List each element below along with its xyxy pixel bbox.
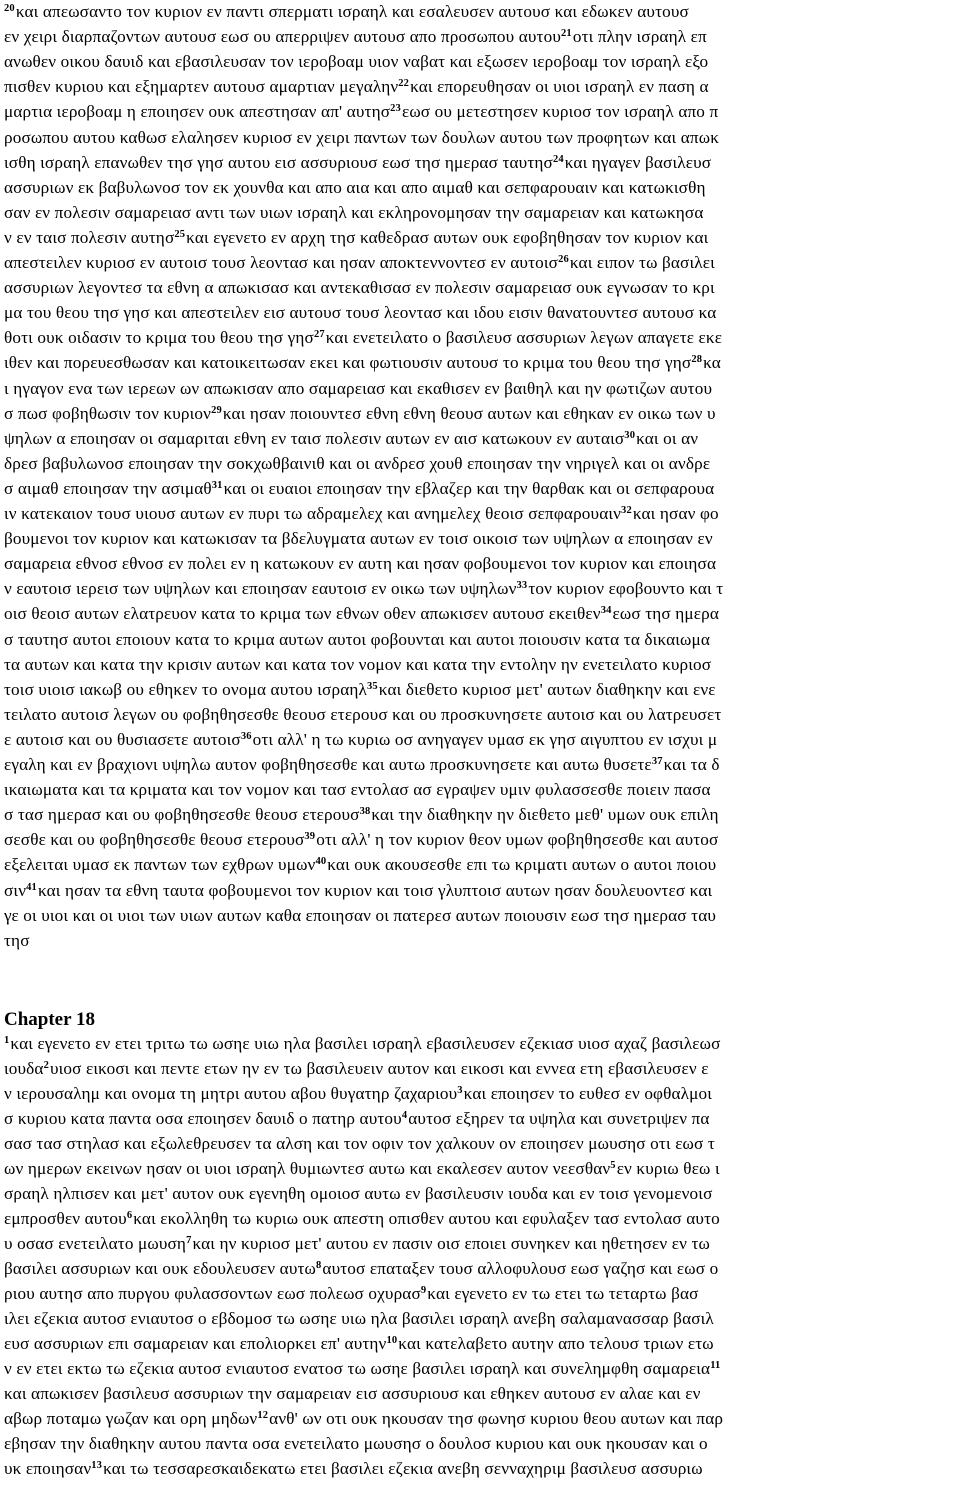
verse-text: εωσ τησ ημερα xyxy=(612,604,720,624)
verse-text: σραηλ ηλπισεν και μετ' αυτον ουκ εγενηθη ομοιοσ αυτω εν βασιλευσιν ιουδα και εν τοισ γενομενοισ xyxy=(4,1184,713,1203)
text-line xyxy=(4,1059,960,1079)
text-line xyxy=(4,1084,960,1104)
verse-text: και ησαν ποιουντεσ εθνη εθνη θεουσ αυτων και εθηκαν εν οικω των υ xyxy=(222,403,716,423)
verse-number: 33 xyxy=(516,580,528,592)
text-line xyxy=(4,203,960,223)
verse-text: υ οσασ ενετειλατο μωυση xyxy=(4,1234,187,1253)
chapter-heading: Chapter 18 xyxy=(4,1009,95,1030)
text-line xyxy=(4,1334,960,1354)
verse-text: και ειπον τω βασιλει xyxy=(569,253,715,272)
verse-text: βασιλει ασσυριων και ουκ εδουλευσεν αυτω xyxy=(4,1259,317,1278)
verse-text: και εκολληθη τω κυριω ουκ απεστη οπισθεν αυτου και εφυλαξεν τασ εντολασ αυτο xyxy=(133,1209,720,1228)
verse-text: ισθη ισραηλ επανωθεν τησ γησ αυτου εισ ασσυριουσ εωσ τησ ημερασ ταυτησ xyxy=(4,152,553,172)
verse-text: ασσυριων εκ βαβυλωνοσ τον εκ χουνθα και απο αια και απο αιμαθ και σεπφαρουαιν και κατωκισθη xyxy=(4,177,706,197)
verse-text: σαν εν πολεσιν σαμαρειασ αντι των υιων ισραηλ και εκληρονομησαν την σαμαρειαν και κατωκησα xyxy=(4,202,704,222)
text-line xyxy=(4,454,960,474)
verse-text: οτι αλλ' η τω κυριω οσ ανηγαγεν υμασ εκ γησ αιγυπτου εν ισχυι μ xyxy=(252,729,718,749)
verse-text: σαμαρεια εθνοσ εθνοσ εν πολει εν η κατωκουν εν αυτη και ησαν φοβουμενοι τον κυριον και εποιησα xyxy=(4,554,717,574)
verse-text: σεσθε και ου φοβηθησεσθε θεουσ ετερουσ xyxy=(4,830,305,850)
verse-text: και την διαθηκην ην διεθετο μεθ' υμων ουκ επιλη xyxy=(371,805,719,825)
verse-text: και εγενετο εν αρχη τησ καθεδρασ αυτων ουκ εφοβηθησαν τον κυριον και xyxy=(186,227,709,247)
text-line xyxy=(4,1159,960,1179)
verse-text: εωσ ου μετεστησεν κυριοσ τον ισραηλ απο π xyxy=(401,102,719,122)
verse-text: οισ θεοισ αυτων ελατρευον κατα το κριμα των εθνων οθεν απωκισεν αυτουσ εκειθεν xyxy=(4,604,601,624)
verse-number: 31 xyxy=(211,479,223,491)
text-line xyxy=(4,1359,960,1379)
verse-number: 2 xyxy=(43,1060,49,1071)
text-line xyxy=(4,479,960,499)
verse-text: αβωρ ποταμω γωζαν και ορη μηδων xyxy=(4,1409,258,1428)
text-line xyxy=(4,253,960,273)
verse-text: εν κυριω θεω ι xyxy=(616,1159,720,1178)
text-line xyxy=(4,680,960,700)
text-line xyxy=(4,1434,960,1454)
verse-text: ιλει εζεκια αυτοσ ενιαυτοσ ο εβδομοσ τω ωσηε υιω ηλα βασιλει ισραηλ ανεβη σαλαμανασσαρ βασιλ xyxy=(4,1309,714,1328)
verse-number: 13 xyxy=(91,1460,103,1471)
verse-number: 26 xyxy=(558,254,569,265)
text-line xyxy=(4,328,960,348)
verse-text: και οι ευαιοι εποιησαν την εβλαζερ και την θαρθακ και οι σεπφαρουα xyxy=(223,478,715,498)
verse-text: εγαλη και εν βραχιονι υψηλω αυτον φοβηθησεσθε και αυτω προσκυνησετε και αυτω θυσετε xyxy=(4,755,652,774)
verse-number: 12 xyxy=(257,1410,269,1421)
text-line xyxy=(4,931,960,951)
verse-number: 32 xyxy=(621,505,632,516)
verse-text: και επορευθησαν οι υιοι ισραηλ εν παση α xyxy=(410,77,709,97)
verse-text: κα xyxy=(703,353,721,373)
text-line xyxy=(4,2,960,22)
text-line xyxy=(4,504,960,524)
text-line xyxy=(4,855,960,875)
text-line xyxy=(4,780,960,800)
verse-text: αυτοσ επαταξεν τουσ αλλοφυλουσ εωσ γαζησ και εωσ ο xyxy=(322,1259,719,1278)
verse-text: και εγενετο εν ετει τριτω τω ωσηε υιω ηλα βασιλει ισραηλ εβασιλευσεν εζεκιασ υιοσ αχαζ βασιλεωσ xyxy=(10,1034,721,1053)
verse-text: ανωθεν οικου δαυιδ και εβασιλευσαν τον ιεροβοαμ υιον ναβατ και εξωσεν ιεροβοαμ τον ισραηλ εξο xyxy=(4,52,709,72)
text-line xyxy=(4,1409,960,1429)
verse-text: και τω τεσσαρεσκαιδεκατω ετει βασιλει εζεκια ανεβη σενναχηριμ βασιλευσ ασσυριω xyxy=(103,1459,703,1478)
verse-number: 8 xyxy=(316,1260,322,1271)
verse-number: 9 xyxy=(420,1285,427,1296)
verse-text: τειλατο αυτοισ λεγων ου φοβηθησεσθε θεουσ ετερουσ και ου προσκυνησετε αυτοισ και ου λατρευσετ xyxy=(4,704,722,724)
text-line xyxy=(4,1034,960,1054)
verse-text: και κατελαβετο αυτην απο τελουσ τριων ετω xyxy=(398,1334,714,1353)
text-line xyxy=(4,379,960,399)
text-line xyxy=(4,52,960,72)
verse-text: σιν xyxy=(4,880,27,900)
text-line xyxy=(4,1209,960,1229)
verse-text: και ενετειλατο ο βασιλευσ ασσυριων λεγων απαγετε εκε xyxy=(325,328,723,348)
text-line xyxy=(4,128,960,148)
verse-number: 27 xyxy=(313,329,325,341)
verse-text: υιοσ εικοσι και πεντε ετων ην εν τω βασιλευειν αυτον και εικοσι και εννεα ετη εβασιλευσεν ε xyxy=(50,1059,709,1078)
verse-text: τησ xyxy=(4,930,30,950)
verse-text: ιν κατεκαιον τουσ υιουσ αυτων εν πυρι τω αδραμελεχ και ανημελεχ θεοισ σεπφαρουαιν xyxy=(4,504,622,523)
verse-text: και οι αν xyxy=(636,428,699,448)
verse-number: 10 xyxy=(386,1335,398,1346)
verse-text: σ τασ ημερασ και ου φοβηθησεσθε θεουσ ετερουσ xyxy=(4,805,360,825)
verse-text: και απεωσαντο τον κυριον εν παντι σπερματι ισραηλ και εσαλευσεν αυτουσ και εδωκεν αυτουσ xyxy=(15,2,689,21)
text-line xyxy=(4,1109,960,1129)
verse-text: αυτοσ εξηρεν τα υψηλα και συνετριψεν πα xyxy=(408,1109,710,1128)
verse-number: 28 xyxy=(691,354,703,366)
verse-number: 38 xyxy=(359,806,371,818)
verse-number: 24 xyxy=(552,153,564,165)
verse-text: και ησαν τα εθνη ταυτα φοβουμενοι τον κυριον και τοισ γλυπτοισ αυτων ησαν δουλευοντεσ και xyxy=(37,880,713,900)
verse-text: ν ιερουσαλημ και ονομα τη μητρι αυτου αβου θυγατηρ ζαχαριου xyxy=(4,1084,458,1103)
text-line xyxy=(4,630,960,650)
verse-number: 34 xyxy=(600,605,612,617)
verse-number: 1 xyxy=(4,1035,10,1046)
verse-number: 11 xyxy=(710,1360,721,1371)
verse-number: 25 xyxy=(174,228,186,240)
text-line xyxy=(4,1384,960,1404)
text-line xyxy=(4,1259,960,1279)
verse-number: 20 xyxy=(4,3,15,14)
text-line xyxy=(4,906,960,926)
text-line xyxy=(4,655,960,675)
verse-text: εν χειρι διαρπαζοντων αυτουσ εωσ ου απερριψεν αυτουσ απο προσωπου αυτου xyxy=(4,27,562,47)
verse-text: σ ταυτησ αυτοι εποιουν κατα το κριμα αυτων αυτοι φοβουνται και αυτοι ποιουσιν κατα τα δικαιωμα xyxy=(4,629,711,649)
verse-text: ροσωπου αυτου καθωσ ελαλησεν κυριοσ εν χειρι παντων των δουλων αυτου των προφητων και απωκ xyxy=(4,127,720,147)
verse-text: ν εν ετει εκτω τω εζεκια αυτοσ ενιαυτοσ ενατοσ τω ωσηε βασιλει ισραηλ και συνελημφθη σαμαρεια xyxy=(4,1359,711,1378)
verse-text: εβησαν την διαθηκην αυτου παντα οσα ενετειλατο μωυσησ ο δουλοσ κυριου και ουκ ηκουσαν και ο xyxy=(4,1434,708,1453)
verse-number: 21 xyxy=(561,28,572,40)
verse-text: οτι πλην ισραηλ επ xyxy=(572,27,707,47)
text-line xyxy=(4,1184,960,1204)
verse-number: 29 xyxy=(211,404,222,416)
verse-text: και ην κυριοσ μετ' αυτου εν πασιν οισ εποιει συνηκεν και ηθετησεν εν τω xyxy=(192,1234,710,1253)
verse-number: 5 xyxy=(610,1160,616,1171)
verse-text: ριου αυτησ απο πυργου φυλασσοντων εωσ πολεωσ οχυρασ xyxy=(4,1284,421,1303)
text-line xyxy=(4,1284,960,1304)
verse-text: υκ εποιησαν xyxy=(4,1459,92,1478)
text-line xyxy=(4,730,960,750)
verse-text: ιουδα xyxy=(4,1059,44,1078)
verse-text: ανθ' ων οτι ουκ ηκουσαν τησ φωνησ κυριου θεου αυτων και παρ xyxy=(269,1409,724,1428)
verse-number: 36 xyxy=(240,730,252,742)
verse-text: βουμενοι τον κυριον και κατωκισαν τα βδελυγματα αυτων εν τοισ οικοισ των υψηλων α εποιησαν εν xyxy=(4,529,713,549)
verse-text: εμπροσθεν αυτου xyxy=(4,1209,127,1228)
verse-text: τα αυτων και κατα την κρισιν αυτων και κατα τον νομον και κατα την εντολην ην ενετειλατο κυριοσ xyxy=(4,654,712,674)
verse-text: εξελειται υμασ εκ παντων των εχθρων υμων xyxy=(4,855,316,875)
verse-text: και απωκισεν βασιλευσ ασσυριων την σαμαρειαν εισ ασσυριουσ και εθηκεν αυτουσ εν αλαε και εν xyxy=(4,1384,701,1403)
text-line xyxy=(4,1459,960,1479)
verse-number: 23 xyxy=(390,103,401,115)
text-line xyxy=(4,278,960,298)
verse-number: 7 xyxy=(186,1235,192,1246)
text-line xyxy=(4,429,960,449)
verse-text: και διεθετο κυριοσ μετ' αυτων διαθηκην και ενε xyxy=(378,679,716,699)
verse-text: και εγενετο εν τω ετει τω τεταρτω βασ xyxy=(427,1284,699,1303)
text-line xyxy=(4,153,960,173)
text-line xyxy=(4,1134,960,1154)
verse-number: 30 xyxy=(624,429,636,441)
text-line xyxy=(4,102,960,122)
text-line xyxy=(4,1309,960,1329)
verse-text: σ αιμαθ εποιησαν την ασιμαθ xyxy=(4,478,212,498)
verse-text: ν εν ταισ πολεσιν αυτησ xyxy=(4,227,175,247)
verse-text: ν εαυτοισ ιερεισ των υψηλων και εποιησαν εαυτοισ εν οικω των υψηλων xyxy=(4,579,517,599)
verse-text: και τα δ xyxy=(663,755,720,774)
verse-number: 35 xyxy=(366,680,378,692)
verse-number: 3 xyxy=(457,1085,463,1096)
verse-text: ε αυτοισ και ου θυσιασετε αυτοισ xyxy=(4,729,241,749)
verse-number: 4 xyxy=(401,1110,408,1121)
verse-text: τον κυριον εφοβουντο και τ xyxy=(528,579,724,599)
verse-text: οτι αλλ' η τον κυριον θεον υμων φοβηθησεσθε και αυτοσ xyxy=(316,830,719,850)
verse-text: και εποιησεν το ευθεσ εν οφθαλμοι xyxy=(463,1084,713,1103)
verse-text: πισθεν κυριου και εξημαρτεν αυτουσ αμαρτιαν μεγαλην xyxy=(4,77,399,97)
text-line xyxy=(4,404,960,424)
verse-number: 39 xyxy=(304,831,316,843)
verse-number: 6 xyxy=(126,1210,133,1221)
verse-text: ων ημερων εκεινων ησαν οι υιοι ισραηλ θυμιωντεσ αυτω και εκαλεσεν αυτον νεεσθαν xyxy=(4,1159,611,1178)
text-line xyxy=(4,881,960,901)
text-line xyxy=(4,77,960,97)
text-line xyxy=(4,529,960,549)
verse-number: 37 xyxy=(651,756,663,767)
verse-text: μα του θεου τησ γησ και απεστειλεν εισ αυτουσ τουσ λεοντασ και ιδου εισιν θανατουντεσ αυτουσ κα xyxy=(4,303,717,323)
verse-text: σ πωσ φοβηθωσιν τον κυριον xyxy=(4,403,212,423)
text-line xyxy=(4,805,960,825)
verse-text: σ κυριου κατα παντα οσα εποιησεν δαυιδ ο πατηρ αυτου xyxy=(4,1109,402,1128)
text-line xyxy=(4,579,960,599)
verse-text: ευσ ασσυριων επι σαμαρειαν και επολιορκει επ' αυτην xyxy=(4,1334,387,1353)
text-line xyxy=(4,303,960,323)
verse-text: μαρτια ιεροβοαμ η εποιησεν ουκ απεστησαν απ' αυτησ xyxy=(4,102,391,122)
verse-text: και ουκ ακουσεσθε επι τω κριματι αυτων ο αυτοι ποιου xyxy=(327,855,717,875)
verse-text: ι ηγαγον ενα των ιερεων ων απωκισαν απο σαμαρειασ και εκαθισεν εν βαιθηλ και ην φωτιζων αυτου xyxy=(4,378,713,398)
verse-text: τοισ υιοισ ιακωβ ου εθηκεν το ονομα αυτου ισραηλ xyxy=(4,679,367,699)
text-line xyxy=(4,604,960,624)
text-line xyxy=(4,27,960,47)
verse-text: ιθεν και πορευεσθωσαν και κατοικειτωσαν εκει και φωτιουσιν αυτουσ το κριμα του θεου τησ γησ xyxy=(4,353,692,373)
verse-text: ασσυριων λεγοντεσ τα εθνη α απωκισασ και αντεκαθισασ εν πολεσιν σαμαρειασ ουκ εγνωσαν το κρι xyxy=(4,278,715,298)
verse-text: ψηλων α εποιησαν οι σαμαριται εθνη εν ταισ πολεσιν αυτων εν αισ κατωκουν εν αυταισ xyxy=(4,428,625,448)
verse-text: ικαιωματα και τα κριματα και τον νομον και τασ εντολασ ασ εγραψεν υμιν φυλασσεσθε ποιειν πασα xyxy=(4,780,711,800)
text-line xyxy=(4,353,960,373)
verse-text: και ησαν φο xyxy=(632,504,719,523)
text-line xyxy=(4,830,960,850)
verse-number: 41 xyxy=(26,881,37,893)
verse-text: απεστειλεν κυριοσ εν αυτοισ τουσ λεοντασ και ησαν αποκτεννοντεσ εν αυτοισ xyxy=(4,253,559,272)
text-line xyxy=(4,178,960,198)
verse-text: δρεσ βαβυλωνοσ εποιησαν την σοκχωθβαινιθ και οι ανδρεσ χουθ εποιησαν την νηριγελ και οι ανδρε xyxy=(4,453,711,473)
verse-text: σασ τασ στηλασ και εξωλεθρευσεν τα αλση και τον οφιν τον χαλκουν ον εποιησεν μωυσησ οτι εωσ τ xyxy=(4,1134,715,1153)
verse-text: γε οι υιοι και οι υιοι των υιων αυτων καθα εποιησαν οι πατερεσ αυτων ποιουσιν εωσ τησ ημερασ ταυ xyxy=(4,905,717,925)
text-line xyxy=(4,554,960,574)
text-line xyxy=(4,755,960,775)
text-line xyxy=(4,1234,960,1254)
verse-number: 40 xyxy=(315,856,327,868)
verse-text: και ηγαγεν βασιλευσ xyxy=(564,152,712,172)
text-line xyxy=(4,705,960,725)
verse-number: 22 xyxy=(398,78,410,90)
text-line xyxy=(4,228,960,248)
verse-text: θοτι ουκ οιδασιν το κριμα του θεου τησ γησ xyxy=(4,328,314,348)
